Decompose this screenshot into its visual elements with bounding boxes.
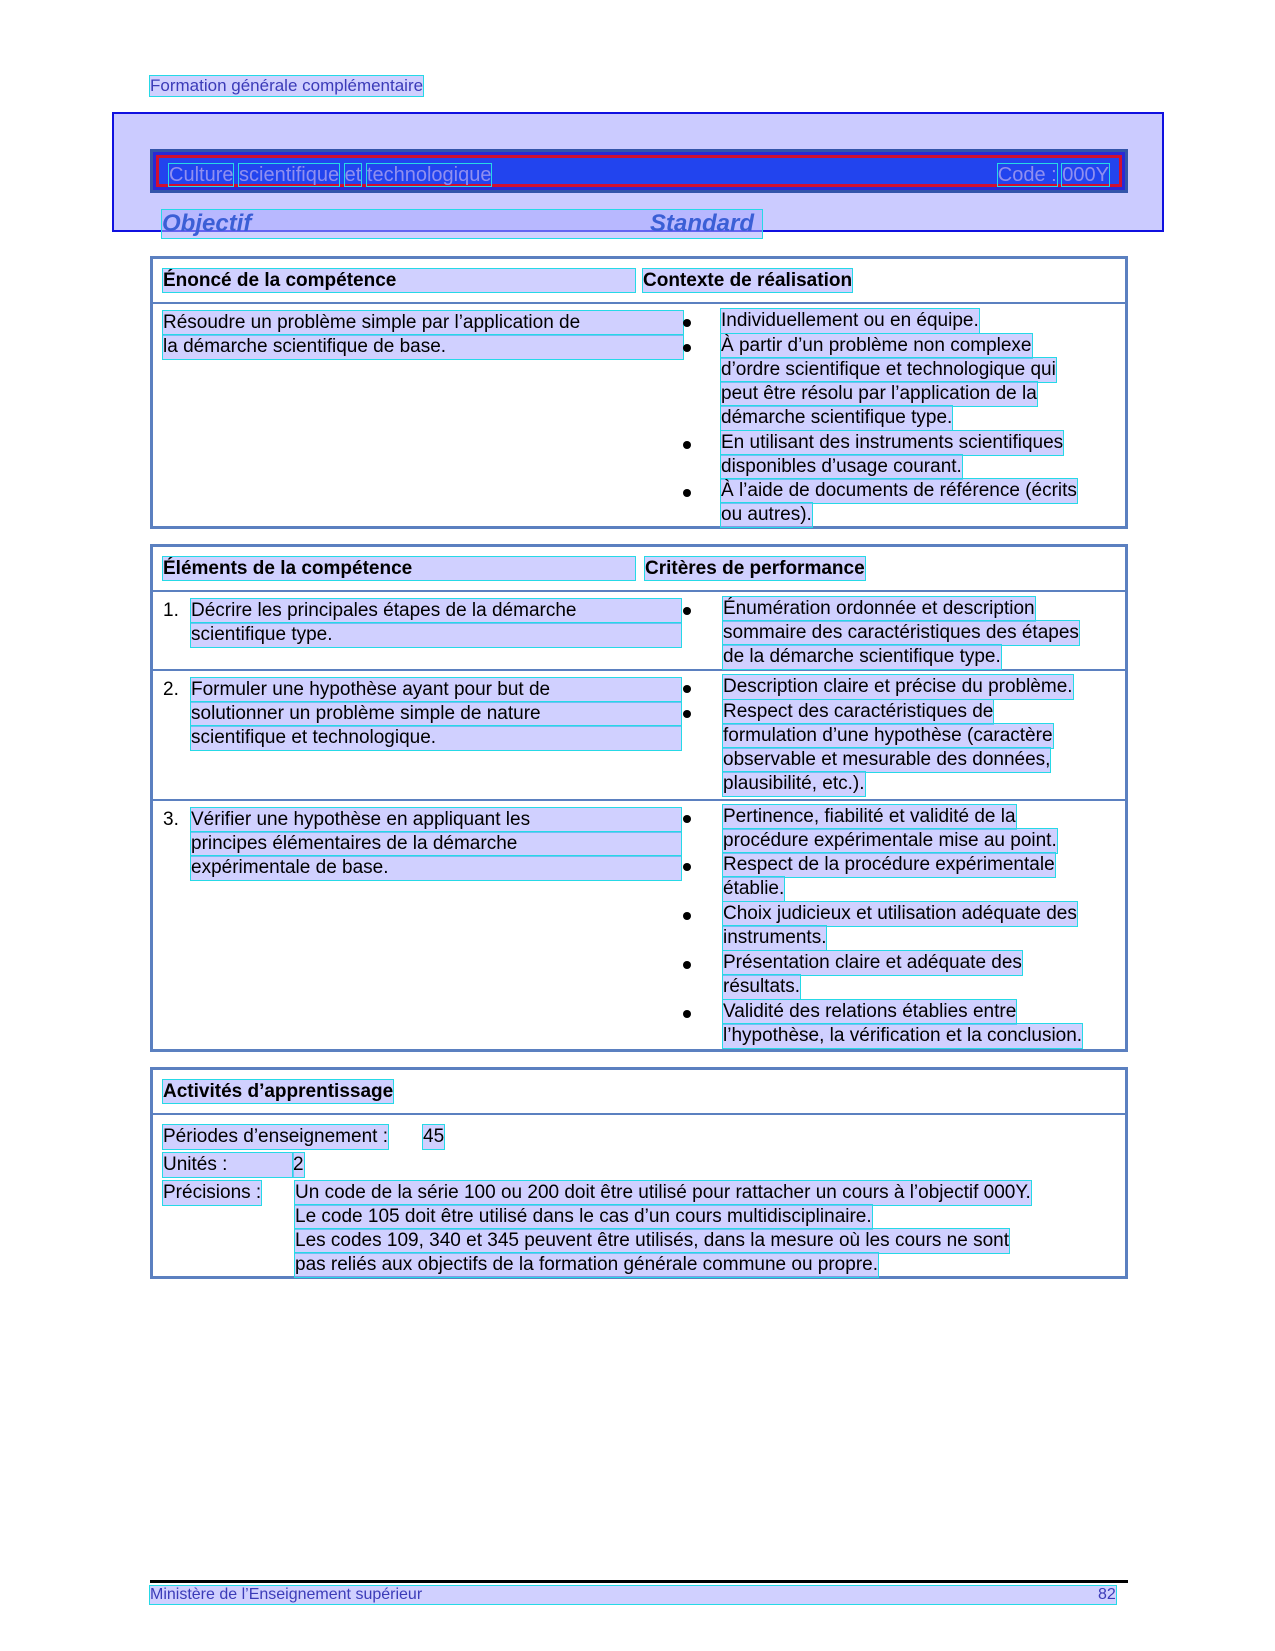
critere-item: établie. [723, 878, 785, 899]
contexte-item: disponibles d’usage courant. [721, 456, 962, 477]
activites-table [150, 1067, 1128, 1279]
contexte-item: Individuellement ou en équipe. [721, 310, 979, 331]
contexte-header: Contexte de réalisation [643, 270, 853, 291]
code-label: Code : [997, 164, 1057, 186]
bullet-icon [683, 1010, 691, 1018]
unites-value: 2 [293, 1154, 304, 1175]
element-text: scientifique type. [191, 623, 681, 647]
course-code [998, 163, 1109, 187]
competence-table [150, 256, 1128, 529]
enonce-text: la démarche scientifique de base. [163, 335, 683, 359]
critere-item: Validité des relations établies entre [723, 1001, 1017, 1022]
element-text: principes élémentaires de la démarche [191, 832, 681, 856]
contexte-item: démarche scientifique type. [721, 407, 953, 428]
precisions-text: Les codes 109, 340 et 345 peuvent être utilisés, dans la mesure où les cours ne sont [295, 1230, 1010, 1251]
bullet-icon [683, 441, 691, 449]
title-bar-inner [156, 155, 1122, 187]
element-text: Vérifier une hypothèse en appliquant les [191, 808, 681, 832]
contexte-item: À partir d’un problème non complexe [721, 335, 1032, 356]
bullet-icon [683, 319, 691, 327]
bullet-icon [683, 607, 691, 615]
critere-item: l’hypothèse, la vérification et la conclusion. [723, 1025, 1083, 1046]
table-divider [153, 1113, 1125, 1115]
element-number: 1. [163, 600, 179, 621]
element-number: 3. [163, 809, 179, 830]
table-divider [153, 590, 1125, 592]
bullet-icon [683, 863, 691, 871]
page-number: 82 [1098, 1586, 1116, 1603]
critere-item: résultats. [723, 976, 801, 997]
critere-item: plausibilité, etc.). [723, 773, 865, 794]
precisions-text: Un code de la série 100 ou 200 doit être utilisé pour rattacher un cours à l’objectif 000Y. [295, 1182, 1031, 1203]
footer-ministry: Ministère de l’Enseignement supérieur [150, 1586, 1116, 1604]
periodes-value: 45 [423, 1126, 445, 1147]
critere-item: Énumération ordonnée et description [723, 598, 1035, 619]
critere-item: formulation d’une hypothèse (caractère [723, 725, 1053, 746]
bullet-icon [683, 344, 691, 352]
code-value: 000Y [1062, 164, 1109, 186]
element-text: Formuler une hypothèse ayant pour but de [191, 678, 681, 702]
enonce-text: Résoudre un problème simple par l’application de [163, 311, 683, 335]
element-text: Décrire les principales étapes de la démarche [191, 599, 681, 623]
running-head: Formation générale complémentaire [150, 76, 424, 95]
course-title-word: scientifique [239, 164, 340, 186]
critere-item: sommaire des caractéristiques des étapes [723, 622, 1079, 643]
bullet-icon [683, 815, 691, 823]
contexte-item: En utilisant des instruments scientifiques [721, 432, 1064, 453]
critere-item: observable et mesurable des données, [723, 749, 1051, 770]
contexte-item: À l’aide de documents de référence (écrits [721, 480, 1077, 501]
bullet-icon [683, 961, 691, 969]
title-bar [150, 149, 1128, 193]
elements-table [150, 544, 1128, 1052]
critere-item: Respect des caractéristiques de [723, 701, 994, 722]
critere-item: Pertinence, fiabilité et validité de la [723, 806, 1016, 827]
element-text: expérimentale de base. [191, 856, 681, 880]
course-title-word: technologique [366, 164, 492, 186]
course-title-word: Culture [169, 164, 234, 186]
table-divider [153, 669, 1125, 671]
contexte-item: peut être résolu par l’application de la [721, 383, 1037, 404]
bullet-icon [683, 489, 691, 497]
critere-item: de la démarche scientifique type. [723, 646, 1001, 667]
activites-header: Activités d’apprentissage [163, 1081, 394, 1102]
bullet-icon [683, 685, 691, 693]
course-title-word: et [344, 164, 362, 186]
elements-header: Éléments de la compétence [163, 557, 635, 580]
table-divider [153, 302, 1125, 304]
standard-label: Standard [650, 210, 755, 237]
critere-item: Respect de la procédure expérimentale [723, 854, 1055, 875]
bullet-icon [683, 912, 691, 920]
objectif-standard-labels [162, 210, 762, 238]
critere-item: Description claire et précise du problème. [723, 676, 1073, 697]
enonce-header: Énoncé de la compétence [163, 269, 635, 292]
critere-item: procédure expérimentale mise au point. [723, 830, 1057, 851]
precisions-label: Précisions : [163, 1182, 262, 1203]
contexte-item: ou autres). [721, 504, 812, 525]
unites-label: Unités : [163, 1153, 293, 1177]
objectif-label: Objectif [162, 210, 252, 237]
element-number: 2. [163, 679, 179, 700]
footer-rule [150, 1580, 1128, 1583]
element-text: scientifique et technologique. [191, 726, 681, 750]
bullet-icon [683, 710, 691, 718]
periodes-label: Périodes d’enseignement : [163, 1126, 388, 1147]
critere-item: instruments. [723, 927, 827, 948]
element-text: solutionner un problème simple de nature [191, 702, 681, 726]
contexte-item: d’ordre scientifique et technologique qui [721, 359, 1056, 380]
precisions-text: pas reliés aux objectifs de la formation générale commune ou propre. [295, 1254, 878, 1275]
precisions-text: Le code 105 doit être utilisé dans le cas d’un cours multidisciplinaire. [295, 1206, 872, 1227]
table-divider [153, 799, 1125, 801]
course-title [169, 163, 491, 187]
criteres-header: Critères de performance [645, 558, 865, 579]
critere-item: Présentation claire et adéquate des [723, 952, 1022, 973]
critere-item: Choix judicieux et utilisation adéquate des [723, 903, 1077, 924]
